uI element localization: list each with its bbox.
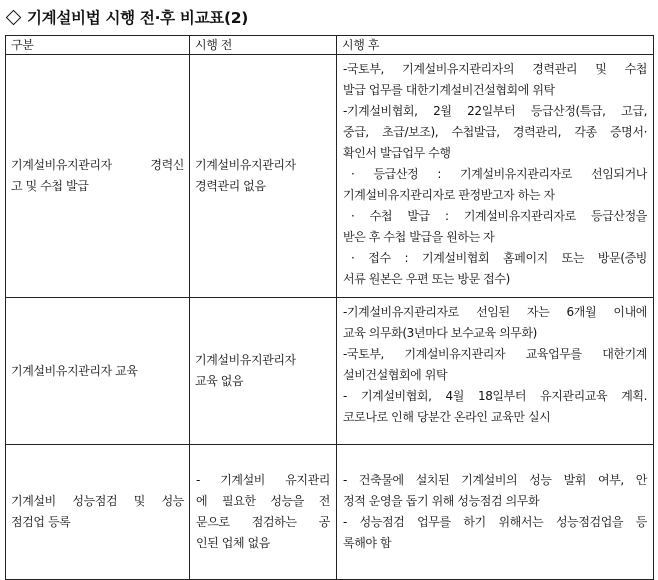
- after-line: 코로나로 인해 당분간 온라인 교육만 실시: [343, 410, 551, 424]
- category-cell: [6, 55, 190, 298]
- after-line: - 기계설비협회, 4월 18일부터 유지관리교육 계획.: [343, 389, 647, 403]
- table-row: [6, 445, 654, 580]
- after-line: 기계설비유지관리자로 판정받고자 하는 자: [343, 188, 555, 202]
- before-line: 기계설비유지관리자: [195, 353, 296, 367]
- category-cell: [6, 445, 190, 580]
- category-cell: [6, 298, 190, 445]
- header-after: 시행 후: [337, 36, 654, 55]
- before-cell: [190, 55, 337, 298]
- table-row: [6, 298, 654, 445]
- before-line: 기계설비유지관리자: [195, 158, 296, 172]
- before-line: 에 필요한 성능을 전: [196, 494, 330, 508]
- category-line: 기계설비유지관리자 경력신: [11, 158, 184, 172]
- header-category: 구분: [6, 36, 190, 55]
- after-line: · 접수 : 기계설비협회 홈페이지 또는 방문(증빙: [351, 251, 647, 265]
- after-line: - 성능점검 업무를 하기 위해서는 성능점검업을 등: [343, 515, 647, 529]
- before-line: 교육 없음: [195, 374, 244, 388]
- before-line: 경력관리 없음: [195, 179, 266, 193]
- after-line: · 등급산정 : 기계설비유지관리자로 선임되거나: [351, 167, 647, 181]
- after-cell: [337, 298, 654, 445]
- after-line: 록해야 함: [343, 536, 392, 550]
- table-header-row: [6, 36, 654, 55]
- after-line: · 수첩 발급 : 기계설비유지관리자로 등급산정을: [351, 209, 647, 223]
- after-line: 받은 후 수첩 발급을 원하는 자: [343, 230, 495, 244]
- before-cell: [190, 445, 337, 580]
- after-line: -국토부, 기계설비유지관리자 교육업무를 대한기계: [343, 347, 647, 361]
- before-line: 문으로 점검하는 공: [196, 515, 330, 529]
- before-cell: [190, 298, 337, 445]
- diamond-outline-icon: [6, 9, 22, 25]
- after-line: 설비건설협회에 위탁: [343, 368, 448, 382]
- page-title: [4, 4, 248, 30]
- comparison-table: [5, 35, 654, 580]
- after-cell: [337, 55, 654, 298]
- after-line: 교육 의무화(3년마다 보수교육 의무화): [343, 326, 537, 340]
- before-line: 인된 업체 없음: [196, 536, 270, 550]
- category-line: 점검업 등록: [11, 515, 71, 529]
- header-before: 시행 전: [190, 36, 337, 55]
- after-line: 확인서 발급업무 수행: [343, 146, 451, 160]
- after-line: -기계설비협회, 2월 22일부터 등급산정(특급, 고급,: [343, 104, 647, 118]
- page-title-text: 기계설비법 시행 전·후 비교표(2): [27, 9, 249, 27]
- after-line: -기계설비유지관리자로 선임된 자는 6개월 이내에: [343, 305, 647, 319]
- after-line: -국토부, 기계설비유지관리자의 경력관리 및 수첩: [343, 62, 647, 76]
- after-line: 중급, 초급/보조), 수첩발급, 경력관리, 각종 증명서·: [343, 125, 647, 139]
- after-line: - 건축물에 설치된 기계설비의 성능 발휘 여부, 안: [343, 473, 647, 487]
- after-line: 발급 업무를 대한기계설비건설협회에 위탁: [343, 83, 555, 97]
- category-line: 고 및 수첩 발급: [11, 179, 89, 193]
- table-row: [6, 55, 654, 298]
- before-line: - 기계설비 유지관리: [196, 473, 330, 487]
- after-line: 정적 운영을 돕기 위해 성능점검 의무화: [343, 494, 540, 508]
- after-cell: [337, 445, 654, 580]
- category-line: 기계설비 성능점검 및 성능: [11, 494, 184, 508]
- after-line: 서류 원본은 우편 또는 방문 접수): [343, 272, 510, 286]
- category-line: 기계설비유지관리자 교육: [11, 363, 138, 378]
